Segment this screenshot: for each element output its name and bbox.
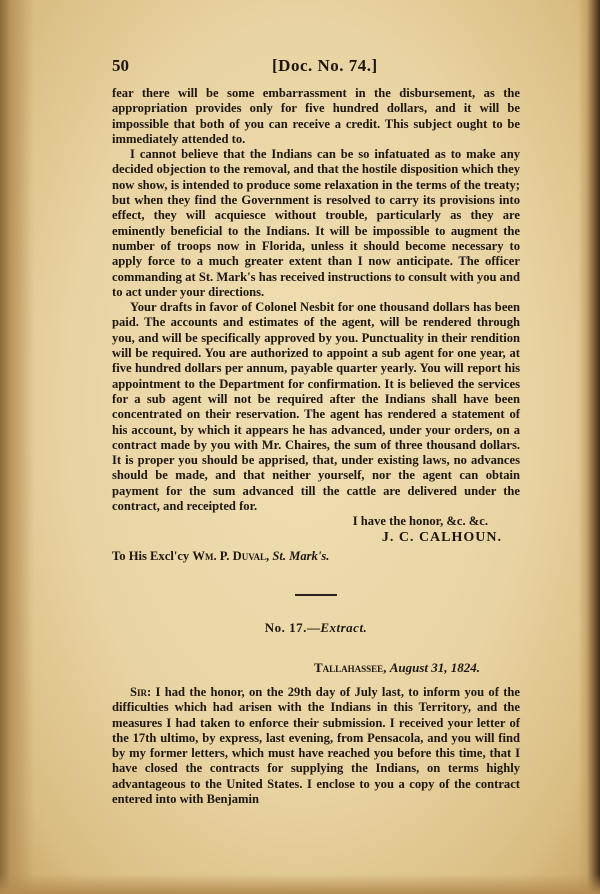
paragraph-removal: I cannot believe that the Indians can be so infatuated as to make any decided objection to the removal, and that the hostile disposition which they now show, is intended to produce some relaxation in the terms of the treaty; but when they find the Government is resolved to carry its provisions into effect, they will acquiesce without trouble, particularly as they are eminently beneficial to the Indians. It will be impossible to augment the number of troops now in Florida, unless it should become necessary to apply force to a much greater extent than I now anticipate. The officer commanding at St. Mark's has received instructions to consult with you and to act under your directions.	[112, 147, 520, 299]
dateline-date: August 31, 1824.	[389, 659, 480, 675]
section-heading	[112, 620, 520, 635]
page-number: 50	[112, 56, 129, 75]
running-header	[112, 56, 520, 86]
page-content	[112, 56, 520, 807]
letter-text: I had the honor, on the 29th day of July last, to inform you of the difficulties which had arisen with the Indians in this Territory, and the measures I had taken to enforce their submission. I received your letter of the 17th ultimo, by express, last evening, from Pensacola, and you will find by my former letters, which must have reached you before this time, that I have closed the contracts for supplying the Indians, on terms highly advantageous to the United States. I enclose to you a copy of the contract entered into with Benjamin	[112, 684, 520, 806]
signature-closing: I have the honor, &c. &c.	[352, 514, 488, 529]
addressee-prefix: To His Excl'cy	[112, 549, 190, 564]
paragraph-continued: fear there will be some embarrassment in the disbursement, as the appropriation provides only for five hundred dollars, and it will be impossible that both of you can receive a credit. This subject ought to be immediately attended to.	[112, 86, 520, 146]
spine-shadow	[0, 0, 34, 894]
page-bottom-edge	[0, 874, 600, 894]
letter-salutation: Sir:	[130, 684, 152, 699]
document-number: [Doc. No. 74.]	[272, 56, 378, 75]
paragraph-drafts: Your drafts in favor of Colonel Nesbit for one thousand dollars has been paid. The accounts and estimates of the agent, will be rendered through you, and will be specifically approved by you. Punctuality in their rendition will be required. You are authorized to appoint a sub agent for one year, at five hundred dollars per annum, payable quarter yearly. You will report his appointment to the Department for confirmation. It is believed the services for a sub agent will not be required after the Indians shall have been concentrated on their reservation. The agent has rendered a statement of his account, by which it appears he has advanced, under your orders, on a contract made by you with Mr. Chaires, the sum of three thousand dollars. It is proper you should be apprised, that, under existing laws, no advances should be made, and that neither yourself, nor the agent can obtain payment for the sum advanced till the cattle are delivered under the contract, and receipted for.	[112, 300, 520, 514]
signature-name: J. C. CALHOUN.	[381, 530, 502, 546]
addressee-place: St. Mark's.	[272, 549, 330, 564]
dateline	[112, 660, 520, 675]
section-label: Extract.	[320, 620, 368, 636]
page-edge	[578, 0, 600, 894]
addressee-line	[112, 548, 520, 564]
section-divider	[295, 594, 337, 596]
letter-body	[112, 685, 520, 807]
addressee-name: Wm. P. Duval,	[192, 549, 270, 564]
dateline-place: Tallahassee,	[313, 659, 387, 675]
section-number: No. 17.—	[264, 620, 321, 636]
